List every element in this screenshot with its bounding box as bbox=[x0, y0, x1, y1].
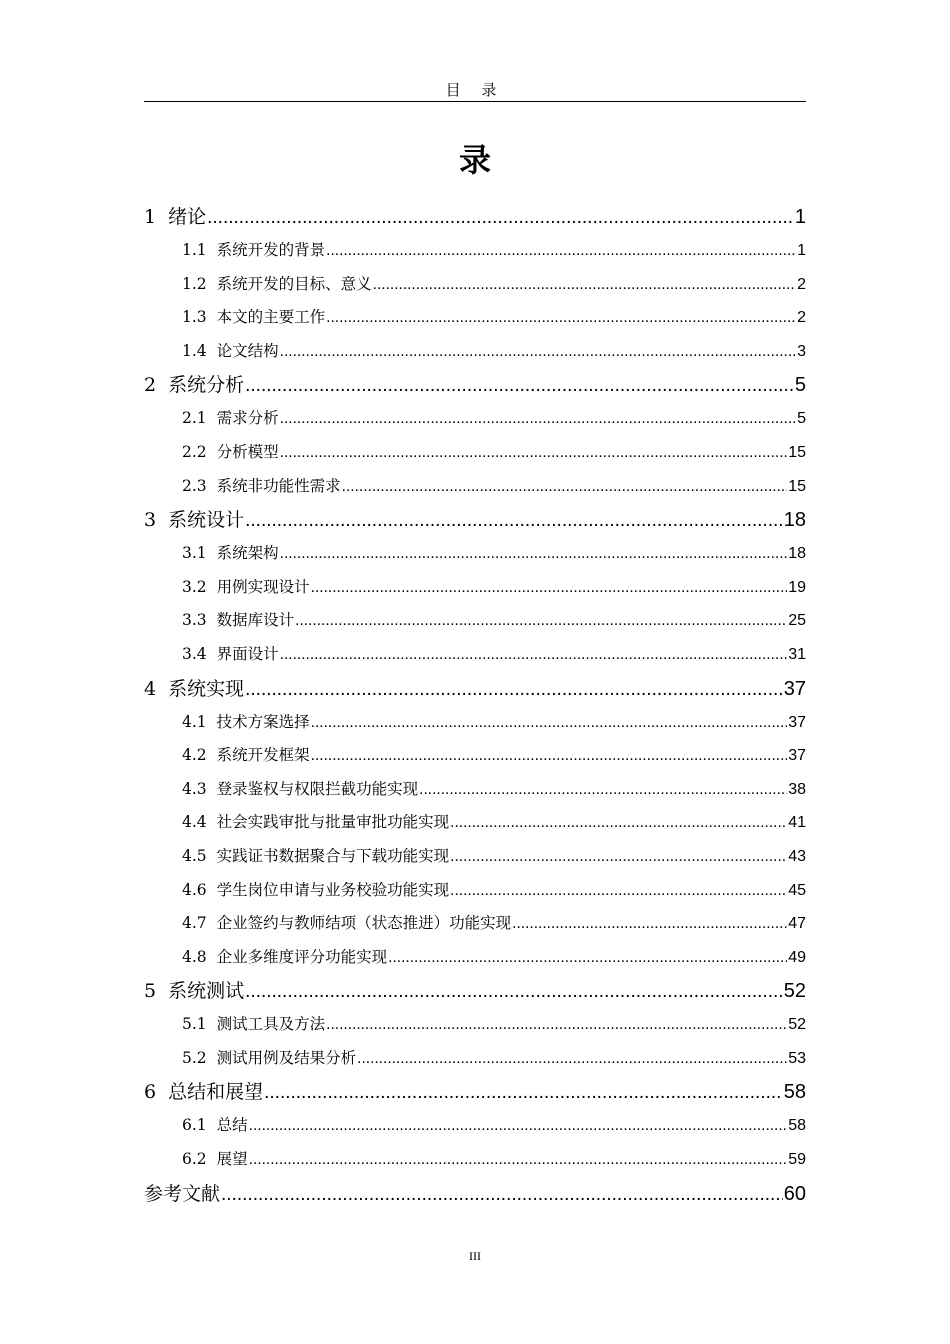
toc-dot-leader bbox=[326, 234, 796, 268]
toc-entry[interactable] bbox=[144, 1143, 806, 1177]
toc-entry-number: 1.4 bbox=[182, 341, 207, 360]
toc-entry-title: 参考文献 bbox=[144, 1182, 221, 1205]
toc-entry[interactable] bbox=[144, 1008, 806, 1042]
toc-entry[interactable] bbox=[144, 672, 806, 706]
toc-entry-number: 4.4 bbox=[182, 813, 207, 832]
toc-entry-number: 3.2 bbox=[182, 577, 207, 596]
toc-entry-page: 45 bbox=[788, 881, 806, 899]
toc-dot-leader bbox=[280, 436, 788, 470]
toc-dot-leader bbox=[357, 1042, 787, 1076]
toc-entry-page: 53 bbox=[788, 1049, 806, 1067]
toc-entry[interactable] bbox=[144, 1042, 806, 1076]
toc-entry-title: 实践证书数据聚合与下载功能实现 bbox=[216, 846, 450, 865]
toc-dot-leader bbox=[450, 840, 787, 874]
toc-dot-leader bbox=[311, 706, 788, 740]
toc-dot-leader bbox=[249, 1143, 788, 1177]
toc-entry[interactable] bbox=[144, 402, 806, 436]
toc-dot-leader bbox=[280, 537, 788, 571]
toc-dot-leader bbox=[245, 369, 794, 403]
toc-entry-title: 社会实践审批与批量审批功能实现 bbox=[216, 813, 450, 832]
toc-entry[interactable] bbox=[144, 503, 806, 537]
toc-entry-page: 38 bbox=[788, 780, 806, 798]
toc-entry[interactable] bbox=[144, 335, 806, 369]
toc-entry-title: 绪论 bbox=[168, 206, 207, 228]
toc-dot-leader bbox=[512, 907, 787, 941]
toc-entry-number: 4.3 bbox=[182, 779, 207, 798]
toc-dot-leader bbox=[207, 201, 794, 235]
toc-entry[interactable] bbox=[144, 638, 806, 672]
toc-entry-number: 6.1 bbox=[182, 1116, 207, 1135]
toc-entry-number: 5 bbox=[144, 980, 157, 1003]
toc-entry[interactable] bbox=[144, 974, 806, 1008]
toc-entry-page: 18 bbox=[783, 509, 806, 532]
toc-entry-number: 5.2 bbox=[182, 1048, 207, 1067]
toc-entry-page: 2 bbox=[797, 309, 806, 327]
toc-entry-title: 学生岗位申请与业务校验功能实现 bbox=[216, 880, 450, 899]
toc-entry-title: 登录鉴权与权限拦截功能实现 bbox=[216, 779, 419, 798]
toc-entry-number: 2 bbox=[144, 374, 157, 397]
toc-entry-page: 15 bbox=[788, 477, 806, 495]
toc-entry[interactable] bbox=[144, 840, 806, 874]
toc-entry-title: 论文结构 bbox=[216, 341, 279, 360]
toc-entry-title: 系统开发的目标、意义 bbox=[216, 274, 372, 293]
toc-entry-number: 3.4 bbox=[182, 644, 207, 663]
toc-entry-number: 3 bbox=[144, 509, 157, 532]
toc-entry-number: 4.5 bbox=[182, 846, 207, 865]
toc-dot-leader bbox=[280, 638, 788, 672]
toc-entry-title: 企业签约与教师结项（状态推进）功能实现 bbox=[216, 914, 512, 933]
toc-entry-number: 1 bbox=[144, 206, 157, 228]
toc-entry-number: 2.3 bbox=[182, 476, 207, 495]
toc-entry-page: 1 bbox=[794, 206, 806, 228]
toc-entry-number: 4.1 bbox=[182, 712, 207, 731]
toc-dot-leader bbox=[342, 470, 788, 504]
toc-dot-leader bbox=[295, 604, 787, 638]
toc-dot-leader bbox=[245, 504, 783, 538]
toc-entry-page: 37 bbox=[788, 713, 806, 731]
toc-entry[interactable] bbox=[144, 200, 806, 234]
toc-entry[interactable] bbox=[144, 907, 806, 941]
toc-entry-page: 37 bbox=[783, 677, 806, 700]
toc-entry-number: 6 bbox=[144, 1081, 157, 1104]
toc-entry[interactable] bbox=[144, 571, 806, 605]
toc-dot-leader bbox=[450, 874, 787, 908]
toc-entry-title: 系统分析 bbox=[168, 374, 245, 397]
toc-entry-title: 系统非功能性需求 bbox=[216, 476, 341, 495]
toc-dot-leader bbox=[249, 1109, 788, 1143]
toc-entry-title: 系统实现 bbox=[168, 677, 245, 700]
toc-entry-title: 展望 bbox=[216, 1150, 248, 1169]
toc-entry-number: 1.2 bbox=[182, 274, 207, 293]
toc-entry-number: 1.1 bbox=[182, 241, 207, 259]
toc-entry-page: 47 bbox=[788, 915, 806, 933]
toc-entry-title: 测试用例及结果分析 bbox=[216, 1048, 357, 1067]
toc-entry-page: 52 bbox=[783, 980, 806, 1003]
toc-entry-number: 4.8 bbox=[182, 947, 207, 966]
toc-entry[interactable] bbox=[144, 739, 806, 773]
toc-dot-leader bbox=[245, 975, 783, 1009]
toc-entry-title: 总结和展望 bbox=[168, 1081, 264, 1104]
toc-entry-page: 18 bbox=[788, 545, 806, 563]
toc-entry-number: 4 bbox=[144, 677, 157, 700]
toc-dot-leader bbox=[311, 739, 788, 773]
toc-entry-page: 2 bbox=[797, 275, 806, 293]
toc-entry[interactable] bbox=[144, 234, 806, 268]
page-title: 录 bbox=[458, 141, 491, 179]
toc-entry-title: 测试工具及方法 bbox=[216, 1015, 326, 1034]
toc-entry[interactable] bbox=[144, 268, 806, 302]
toc-dot-leader bbox=[326, 1008, 787, 1042]
toc-entry-number: 2.1 bbox=[182, 409, 207, 428]
toc-entry[interactable] bbox=[144, 1075, 806, 1109]
toc-dot-leader bbox=[311, 571, 788, 605]
toc-entry[interactable] bbox=[144, 874, 806, 908]
toc-entry-page: 19 bbox=[788, 578, 806, 596]
toc-entry-title: 用例实现设计 bbox=[216, 577, 310, 596]
toc-entry-page: 5 bbox=[797, 410, 806, 428]
toc-entry-title: 分析模型 bbox=[216, 442, 279, 461]
toc-entry-page: 41 bbox=[788, 814, 806, 832]
toc-entry[interactable] bbox=[144, 604, 806, 638]
toc-entry-title: 数据库设计 bbox=[216, 611, 295, 630]
toc-dot-leader bbox=[264, 1076, 783, 1110]
toc-entry-title: 系统架构 bbox=[216, 544, 279, 563]
toc-entry-title: 系统测试 bbox=[168, 980, 245, 1003]
toc-dot-leader bbox=[280, 402, 796, 436]
toc-entry[interactable] bbox=[144, 706, 806, 740]
toc-entry-title: 系统设计 bbox=[168, 509, 245, 532]
toc-entry-number: 4.6 bbox=[182, 880, 207, 899]
toc-entry-page: 43 bbox=[788, 847, 806, 865]
toc-dot-leader bbox=[221, 1178, 783, 1212]
toc-entry-page: 60 bbox=[783, 1182, 806, 1205]
toc-entry[interactable] bbox=[144, 773, 806, 807]
toc-entry[interactable] bbox=[144, 1109, 806, 1143]
table-of-contents bbox=[144, 200, 806, 1211]
toc-entry-page: 5 bbox=[794, 374, 806, 397]
toc-entry[interactable] bbox=[144, 537, 806, 571]
toc-entry-title: 系统开发的背景 bbox=[216, 241, 326, 259]
toc-dot-leader bbox=[280, 335, 796, 369]
toc-entry[interactable] bbox=[144, 470, 806, 504]
toc-entry-page: 52 bbox=[788, 1016, 806, 1034]
toc-dot-leader bbox=[450, 806, 787, 840]
toc-entry-page: 15 bbox=[788, 443, 806, 461]
toc-entry[interactable] bbox=[144, 806, 806, 840]
toc-dot-leader bbox=[245, 673, 783, 707]
toc-entry-page: 3 bbox=[797, 342, 806, 360]
toc-entry[interactable] bbox=[144, 1177, 806, 1211]
toc-entry-number: 3.1 bbox=[182, 544, 207, 563]
toc-entry-number: 5.1 bbox=[182, 1015, 207, 1034]
toc-entry-title: 界面设计 bbox=[216, 644, 279, 663]
toc-entry-title: 技术方案选择 bbox=[216, 712, 310, 731]
page-number: III bbox=[469, 1249, 481, 1263]
running-header: 目 录 bbox=[144, 80, 806, 102]
toc-entry[interactable] bbox=[144, 436, 806, 470]
toc-dot-leader bbox=[326, 301, 796, 335]
toc-entry[interactable] bbox=[144, 301, 806, 335]
toc-entry-page: 25 bbox=[788, 612, 806, 630]
toc-dot-leader bbox=[419, 773, 787, 807]
toc-entry-number: 4.2 bbox=[182, 746, 207, 765]
toc-entry-page: 31 bbox=[788, 645, 806, 663]
toc-entry-page: 1 bbox=[797, 242, 806, 259]
toc-entry-number: 3.3 bbox=[182, 611, 207, 630]
toc-entry[interactable] bbox=[144, 368, 806, 402]
toc-entry-number: 6.2 bbox=[182, 1150, 207, 1169]
toc-entry-number: 4.7 bbox=[182, 914, 207, 933]
toc-dot-leader bbox=[373, 268, 796, 302]
toc-entry-page: 58 bbox=[788, 1117, 806, 1135]
toc-entry-number: 2.2 bbox=[182, 442, 207, 461]
toc-entry-title: 企业多维度评分功能实现 bbox=[216, 947, 388, 966]
toc-entry[interactable] bbox=[144, 941, 806, 975]
toc-entry-title: 需求分析 bbox=[216, 409, 279, 428]
toc-entry-title: 总结 bbox=[216, 1116, 248, 1135]
toc-entry-number: 1.3 bbox=[182, 308, 207, 327]
toc-entry-page: 58 bbox=[783, 1081, 806, 1104]
toc-entry-page: 37 bbox=[788, 747, 806, 765]
toc-entry-page: 49 bbox=[788, 948, 806, 966]
toc-entry-title: 系统开发框架 bbox=[216, 746, 310, 765]
toc-dot-leader bbox=[388, 941, 787, 975]
toc-entry-page: 59 bbox=[788, 1151, 806, 1169]
toc-entry-title: 本文的主要工作 bbox=[216, 308, 326, 327]
